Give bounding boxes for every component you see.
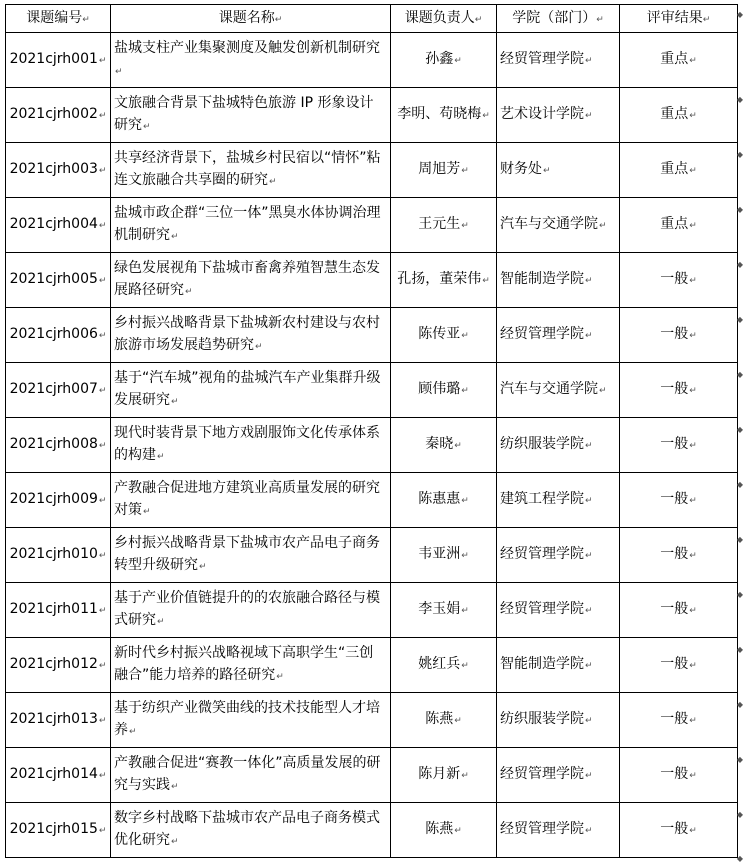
row-end-mark-icon: ◆ <box>736 260 743 269</box>
paragraph-mark-icon: ↵ <box>461 221 469 231</box>
paragraph-mark-icon: ↵ <box>98 826 107 836</box>
row-end-mark-icon: ◆ <box>736 150 743 159</box>
paragraph-mark-icon: ↵ <box>689 661 697 671</box>
cell-project-id: 2021cjrh003↵ <box>6 143 111 198</box>
paragraph-mark-icon: ↵ <box>585 771 593 781</box>
cell-project-lead: 陈传亚↵ <box>391 308 497 363</box>
paragraph-mark-icon: ↵ <box>98 606 107 616</box>
cell-project-lead: 周旭芳↵ <box>391 143 497 198</box>
paragraph-mark-icon: ↵ <box>689 166 697 176</box>
paragraph-mark-icon: ↵ <box>585 606 593 616</box>
table-row <box>6 748 738 803</box>
table-row <box>6 583 738 638</box>
cell-project-title: 新时代乡村振兴战略视域下高职学生“三创融合”能力培养的路径研究↵ <box>111 638 391 693</box>
cell-project-title: 基于“汽车城”视角的盐城汽车产业集群升级发展研究↵ <box>111 363 391 418</box>
cell-project-id: 2021cjrh013↵ <box>6 693 111 748</box>
cell-department: 艺术设计学院↵ <box>497 88 620 143</box>
cell-project-lead: 李玉娟↵ <box>391 583 497 638</box>
table-row <box>6 803 738 858</box>
header-project-id: 课题编号↵ <box>6 5 111 33</box>
paragraph-mark-icon: ↵ <box>171 397 179 407</box>
row-end-mark-icon: ◆ <box>736 645 743 654</box>
cell-review-result: 一般↵ <box>620 363 738 418</box>
table-row <box>6 33 738 88</box>
cell-project-id: 2021cjrh009↵ <box>6 473 111 528</box>
paragraph-mark-icon: ↵ <box>461 386 469 396</box>
cell-project-title: 盐城支柱产业集聚测度及触发创新机制研究↵ <box>111 33 391 88</box>
cell-department: 经贸管理学院↵ <box>497 748 620 803</box>
cell-project-id: 2021cjrh012↵ <box>6 638 111 693</box>
paragraph-mark-icon: ↵ <box>98 386 107 396</box>
paragraph-mark-icon: ↵ <box>585 661 593 671</box>
cell-project-title: 现代时装背景下地方戏剧服饰文化传承体系的构建↵ <box>111 418 391 473</box>
paragraph-mark-icon: ↵ <box>585 56 593 66</box>
paragraph-mark-icon: ↵ <box>454 56 462 66</box>
table-header-row <box>6 5 738 33</box>
cell-review-result: 一般↵ <box>620 528 738 583</box>
paragraph-mark-icon: ↵ <box>689 386 697 396</box>
paragraph-mark-icon: ↵ <box>543 166 551 176</box>
cell-review-result: 重点↵ <box>620 33 738 88</box>
cell-project-id: 2021cjrh006↵ <box>6 308 111 363</box>
paragraph-mark-icon: ↵ <box>482 276 490 286</box>
row-end-mark-icon: ◆ <box>736 854 743 863</box>
paragraph-mark-icon: ↵ <box>585 826 593 836</box>
paragraph-mark-icon: ↵ <box>585 716 593 726</box>
paragraph-mark-icon: ↵ <box>689 331 697 341</box>
cell-department: 汽车与交通学院↵ <box>497 198 620 253</box>
cell-department: 智能制造学院↵ <box>497 253 620 308</box>
cell-review-result: 重点↵ <box>620 88 738 143</box>
paragraph-mark-icon: ↵ <box>98 331 107 341</box>
cell-project-lead: 李明、苟晓梅↵ <box>391 88 497 143</box>
paragraph-mark-icon: ↵ <box>98 771 107 781</box>
paragraph-mark-icon: ↵ <box>98 56 107 66</box>
cell-project-lead: 陈燕↵ <box>391 693 497 748</box>
paragraph-mark-icon: ↵ <box>689 56 697 66</box>
paragraph-mark-icon: ↵ <box>599 221 607 231</box>
cell-project-id: 2021cjrh007↵ <box>6 363 111 418</box>
cell-department: 纺织服装学院↵ <box>497 693 620 748</box>
cell-department: 建筑工程学院↵ <box>497 473 620 528</box>
paragraph-mark-icon: ↵ <box>689 826 697 836</box>
paragraph-mark-icon: ↵ <box>689 276 697 286</box>
paragraph-mark-icon: ↵ <box>585 331 593 341</box>
cell-department: 汽车与交通学院↵ <box>497 363 620 418</box>
paragraph-mark-icon: ↵ <box>98 221 107 231</box>
paragraph-mark-icon: ↵ <box>461 496 469 506</box>
row-end-mark-icon: ◆ <box>736 315 743 324</box>
row-end-mark-icon: ◆ <box>736 425 743 434</box>
cell-department: 财务处↵ <box>497 143 620 198</box>
cell-project-id: 2021cjrh010↵ <box>6 528 111 583</box>
cell-department: 智能制造学院↵ <box>497 638 620 693</box>
paragraph-mark-icon: ↵ <box>98 661 107 671</box>
cell-review-result: 一般↵ <box>620 418 738 473</box>
edge-cell-marks <box>738 0 744 864</box>
table-row <box>6 198 738 253</box>
paragraph-mark-icon: ↵ <box>702 14 711 25</box>
cell-project-id: 2021cjrh005↵ <box>6 253 111 308</box>
table-row <box>6 693 738 748</box>
paragraph-mark-icon: ↵ <box>596 14 604 25</box>
paragraph-mark-icon: ↵ <box>585 551 593 561</box>
paragraph-mark-icon: ↵ <box>585 111 593 121</box>
cell-review-result: 一般↵ <box>620 638 738 693</box>
cell-department: 经贸管理学院↵ <box>497 528 620 583</box>
table-row <box>6 88 738 143</box>
paragraph-mark-icon: ↵ <box>185 287 193 297</box>
paragraph-mark-icon: ↵ <box>482 111 490 121</box>
cell-review-result: 一般↵ <box>620 253 738 308</box>
header-review-result: 评审结果↵ <box>620 5 738 33</box>
table-row <box>6 363 738 418</box>
paragraph-mark-icon: ↵ <box>461 771 469 781</box>
table-row <box>6 418 738 473</box>
cell-department: 经贸管理学院↵ <box>497 583 620 638</box>
paragraph-mark-icon: ↵ <box>98 551 107 561</box>
paragraph-mark-icon: ↵ <box>98 716 107 726</box>
table-row <box>6 473 738 528</box>
paragraph-mark-icon: ↵ <box>461 331 469 341</box>
cell-review-result: 一般↵ <box>620 308 738 363</box>
row-end-mark-icon: ◆ <box>736 370 743 379</box>
paragraph-mark-icon: ↵ <box>115 67 123 77</box>
cell-project-lead: 顾伟璐↵ <box>391 363 497 418</box>
row-end-mark-icon: ◆ <box>736 10 743 19</box>
paragraph-mark-icon: ↵ <box>157 617 165 627</box>
row-end-mark-icon: ◆ <box>736 205 743 214</box>
header-project-lead: 课题负责人↵ <box>391 5 497 33</box>
cell-project-id: 2021cjrh004↵ <box>6 198 111 253</box>
cell-project-id: 2021cjrh015↵ <box>6 803 111 858</box>
cell-project-lead: 陈惠惠↵ <box>391 473 497 528</box>
cell-project-lead: 王元生↵ <box>391 198 497 253</box>
cell-review-result: 一般↵ <box>620 803 738 858</box>
cell-review-result: 一般↵ <box>620 583 738 638</box>
table-row <box>6 253 738 308</box>
cell-project-lead: 陈燕↵ <box>391 803 497 858</box>
paragraph-mark-icon: ↵ <box>171 837 179 847</box>
cell-project-title: 产教融合促进地方建筑业高质量发展的研究对策↵ <box>111 473 391 528</box>
paragraph-mark-icon: ↵ <box>585 441 593 451</box>
paragraph-mark-icon: ↵ <box>689 551 697 561</box>
cell-project-title: 基于产业价值链提升的的农旅融合路径与模式研究↵ <box>111 583 391 638</box>
row-end-mark-icon: ◆ <box>736 535 743 544</box>
cell-project-lead: 韦亚洲↵ <box>391 528 497 583</box>
row-end-mark-icon: ◆ <box>736 700 743 709</box>
paragraph-mark-icon: ↵ <box>585 496 593 506</box>
row-end-mark-icon: ◆ <box>736 480 743 489</box>
cell-review-result: 一般↵ <box>620 473 738 528</box>
row-end-mark-icon: ◆ <box>736 755 743 764</box>
paragraph-mark-icon: ↵ <box>689 606 697 616</box>
cell-review-result: 重点↵ <box>620 143 738 198</box>
paragraph-mark-icon: ↵ <box>454 716 462 726</box>
review-results-table <box>5 4 738 858</box>
paragraph-mark-icon: ↵ <box>98 111 107 121</box>
cell-project-title: 盐城市政企群“三位一体”黑臭水体协调治理机制研究↵ <box>111 198 391 253</box>
paragraph-mark-icon: ↵ <box>157 452 165 462</box>
paragraph-mark-icon: ↵ <box>269 177 277 187</box>
paragraph-mark-icon: ↵ <box>274 14 283 25</box>
paragraph-mark-icon: ↵ <box>276 672 284 682</box>
paragraph-mark-icon: ↵ <box>454 826 462 836</box>
paragraph-mark-icon: ↵ <box>82 14 90 25</box>
table-row <box>6 308 738 363</box>
paragraph-mark-icon: ↵ <box>689 111 697 121</box>
cell-review-result: 一般↵ <box>620 693 738 748</box>
paragraph-mark-icon: ↵ <box>129 727 137 737</box>
cell-project-title: 绿色发展视角下盐城市畜禽养殖智慧生态发展路径研究↵ <box>111 253 391 308</box>
paragraph-mark-icon: ↵ <box>585 276 593 286</box>
paragraph-mark-icon: ↵ <box>461 661 469 671</box>
cell-project-title: 数字乡村战略下盐城市农产品电子商务模式优化研究↵ <box>111 803 391 858</box>
cell-review-result: 一般↵ <box>620 748 738 803</box>
cell-project-id: 2021cjrh001↵ <box>6 33 111 88</box>
paragraph-mark-icon: ↵ <box>689 716 697 726</box>
header-department: 学院（部门）↵ <box>497 5 620 33</box>
cell-project-title: 乡村振兴战略背景下盐城新农村建设与农村旅游市场发展趋势研究↵ <box>111 308 391 363</box>
paragraph-mark-icon: ↵ <box>98 276 107 286</box>
cell-project-lead: 秦晓↵ <box>391 418 497 473</box>
cell-project-id: 2021cjrh002↵ <box>6 88 111 143</box>
paragraph-mark-icon: ↵ <box>255 342 263 352</box>
paragraph-mark-icon: ↵ <box>143 122 151 132</box>
paragraph-mark-icon: ↵ <box>143 507 151 517</box>
paragraph-mark-icon: ↵ <box>171 232 179 242</box>
header-project-title: 课题名称↵ <box>111 5 391 33</box>
cell-project-title: 产教融合促进“赛教一体化”高质量发展的研究与实践↵ <box>111 748 391 803</box>
paragraph-mark-icon: ↵ <box>689 441 697 451</box>
cell-project-id: 2021cjrh014↵ <box>6 748 111 803</box>
paragraph-mark-icon: ↵ <box>171 782 179 792</box>
paragraph-mark-icon: ↵ <box>461 606 469 616</box>
paragraph-mark-icon: ↵ <box>199 562 207 572</box>
cell-review-result: 重点↵ <box>620 198 738 253</box>
cell-project-title: 共享经济背景下，盐城乡村民宿以“情怀”粘连文旅融合共享圈的研究↵ <box>111 143 391 198</box>
cell-project-lead: 陈月新↵ <box>391 748 497 803</box>
cell-project-title: 文旅融合背景下盐城特色旅游 IP 形象设计研究↵ <box>111 88 391 143</box>
row-end-mark-icon: ◆ <box>736 590 743 599</box>
paragraph-mark-icon: ↵ <box>474 14 483 25</box>
paragraph-mark-icon: ↵ <box>461 551 469 561</box>
paragraph-mark-icon: ↵ <box>98 496 107 506</box>
paragraph-mark-icon: ↵ <box>98 441 107 451</box>
cell-project-id: 2021cjrh011↵ <box>6 583 111 638</box>
paragraph-mark-icon: ↵ <box>689 496 697 506</box>
cell-project-lead: 孙鑫↵ <box>391 33 497 88</box>
cell-department: 经贸管理学院↵ <box>497 803 620 858</box>
paragraph-mark-icon: ↵ <box>98 166 107 176</box>
paragraph-mark-icon: ↵ <box>454 441 462 451</box>
cell-department: 经贸管理学院↵ <box>497 308 620 363</box>
table-row <box>6 143 738 198</box>
row-end-mark-icon: ◆ <box>736 810 743 819</box>
cell-project-lead: 姚红兵↵ <box>391 638 497 693</box>
cell-project-title: 基于纺织产业微笑曲线的技术技能型人才培养↵ <box>111 693 391 748</box>
row-end-mark-icon: ◆ <box>736 95 743 104</box>
cell-department: 纺织服装学院↵ <box>497 418 620 473</box>
paragraph-mark-icon: ↵ <box>599 386 607 396</box>
paragraph-mark-icon: ↵ <box>689 221 697 231</box>
table-row <box>6 638 738 693</box>
cell-project-id: 2021cjrh008↵ <box>6 418 111 473</box>
table-row <box>6 528 738 583</box>
table-body <box>6 33 738 858</box>
cell-project-title: 乡村振兴战略背景下盐城市农产品电子商务转型升级研究↵ <box>111 528 391 583</box>
paragraph-mark-icon: ↵ <box>461 166 469 176</box>
cell-department: 经贸管理学院↵ <box>497 33 620 88</box>
paragraph-mark-icon: ↵ <box>689 771 697 781</box>
cell-project-lead: 孔扬，董荣伟↵ <box>391 253 497 308</box>
